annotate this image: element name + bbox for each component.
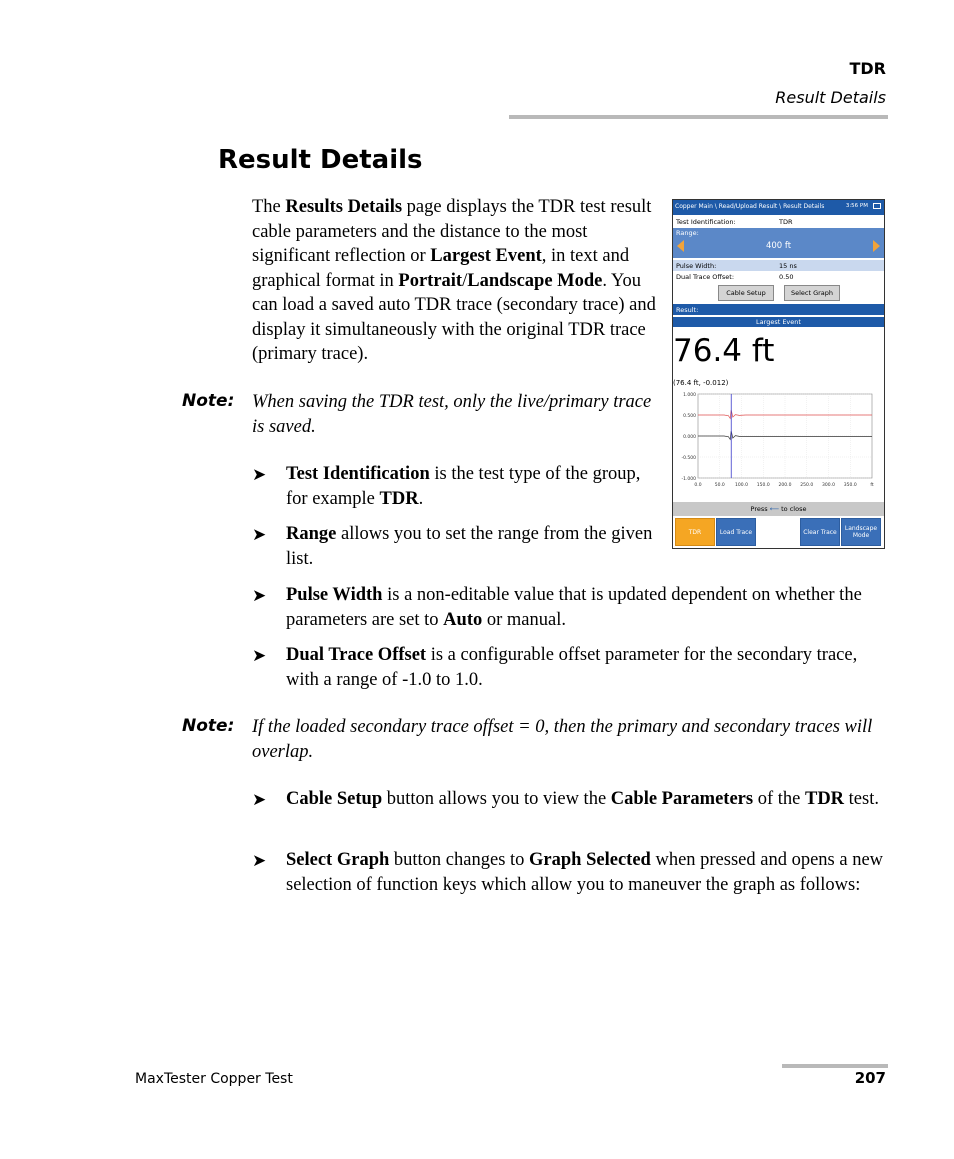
note-text: If the loaded secondary trace offset = 0, then the primary and secondary traces will overlap.: [252, 717, 873, 762]
pulse-width-row: [673, 260, 884, 271]
test-id-row: [673, 216, 884, 227]
tdr-trace-chart[interactable]: [673, 388, 884, 500]
x-tick-label: 150.0: [756, 483, 770, 488]
test-id-label: Test Identification:: [676, 218, 736, 226]
return-arrow-icon: ⟵: [769, 505, 780, 513]
cursor-readout: (76.4 ft, -0.012): [673, 379, 729, 387]
section-title: Result Details: [775, 88, 886, 107]
x-tick-label: 0.0: [694, 483, 702, 488]
note-text: When saving the TDR test, only the live/primary trace is saved.: [252, 392, 652, 437]
pulse-width-value: 15 ns: [779, 262, 797, 270]
x-tick-label: 200.0: [778, 483, 792, 488]
x-tick-label: 300.0: [822, 483, 835, 488]
y-tick-label: 0.500: [683, 414, 696, 419]
device-screenshot: [672, 199, 885, 549]
select-graph-button[interactable]: Select Graph: [784, 285, 840, 301]
x-tick-label: ft: [870, 483, 874, 488]
press-label: Press: [750, 505, 768, 513]
note-label: Note:: [182, 391, 235, 411]
bullet-icon: ➤: [252, 790, 267, 809]
range-label: Range:: [676, 229, 699, 237]
fkey-tdr[interactable]: TDR: [675, 518, 715, 546]
y-tick-label: -0.500: [681, 456, 696, 461]
x-tick-label: 350.0: [843, 483, 857, 488]
page-number: 207: [854, 1069, 886, 1087]
bullet-icon: ➤: [252, 646, 267, 665]
x-tick-label: 250.0: [800, 483, 814, 488]
function-keys: [673, 518, 884, 548]
footer-rule: [782, 1064, 888, 1068]
bullet-icon: ➤: [252, 465, 267, 484]
bullet-pulse-width: Pulse Width is a non-editable value that is updated dependent on whether the parameters are set to Auto or manual.: [286, 585, 862, 630]
test-id-value: TDR: [779, 218, 793, 226]
bullet-range: Range allows you to set the range from the given list.: [286, 524, 653, 569]
bullet-icon: ➤: [252, 525, 267, 544]
fkey-load-trace[interactable]: Load Trace: [716, 518, 756, 546]
page-heading: Result Details: [218, 145, 423, 175]
note-label: Note:: [182, 716, 235, 736]
y-tick-label: 0.000: [683, 435, 696, 440]
result-bar: Result:: [673, 304, 884, 315]
header-rule: [509, 115, 888, 119]
bullet-cable-setup: Cable Setup button allows you to view the Cable Parameters of the TDR test.: [286, 789, 879, 809]
dual-trace-offset-row[interactable]: [673, 271, 884, 282]
breadcrumb: Copper Main \ Read/Upload Result \ Result Details: [675, 203, 825, 210]
bullet-test-identification: Test Identification is the test type of the group, for example TDR.: [286, 464, 641, 509]
dual-trace-offset-label: Dual Trace Offset:: [676, 273, 735, 281]
fkey-landscape-mode[interactable]: Landscape Mode: [841, 518, 881, 546]
chapter-title: TDR: [849, 59, 886, 78]
largest-event-bar: Largest Event: [673, 317, 884, 327]
pulse-width-label: Pulse Width:: [676, 262, 717, 270]
device-title-bar: [673, 200, 884, 215]
range-selector[interactable]: [673, 228, 884, 258]
battery-icon: [873, 203, 881, 209]
y-tick-label: 1.000: [683, 393, 696, 398]
bullet-icon: ➤: [252, 586, 267, 605]
footer-title: MaxTester Copper Test: [135, 1071, 293, 1087]
x-tick-label: 100.0: [735, 483, 748, 488]
distance-readout: 76.4 ft: [673, 333, 775, 369]
x-tick-label: 50.0: [714, 483, 725, 488]
fkey-clear-trace[interactable]: Clear Trace: [800, 518, 840, 546]
clock: 3:56 PM: [845, 203, 868, 209]
press-to-close-bar: [673, 502, 884, 516]
close-label: to close: [781, 505, 807, 513]
bullet-select-graph: Select Graph button changes to Graph Selected when pressed and opens a new selection of function keys which allow you to maneuver the graph as follows:: [286, 850, 884, 895]
y-tick-label: -1.000: [681, 477, 696, 482]
range-value: 400 ft: [765, 241, 792, 251]
cable-setup-button[interactable]: Cable Setup: [718, 285, 774, 301]
dual-trace-offset-value[interactable]: 0.50: [779, 273, 794, 281]
bullet-dual-trace-offset: Dual Trace Offset is a configurable offset parameter for the secondary trace, with a range of -1.0 to 1.0.: [286, 645, 858, 690]
bullet-icon: ➤: [252, 851, 267, 870]
intro-paragraph: The Results Details page displays the TDR test result cable parameters and the distance to the most significant reflection or Largest Event, in text and graphical format in Portrait/Landscape Mode. You can load a saved auto TDR trace (secondary trace) and display it simultaneously with the original TDR trace (primary trace).: [252, 197, 656, 364]
range-next-arrow-icon[interactable]: [873, 240, 880, 252]
